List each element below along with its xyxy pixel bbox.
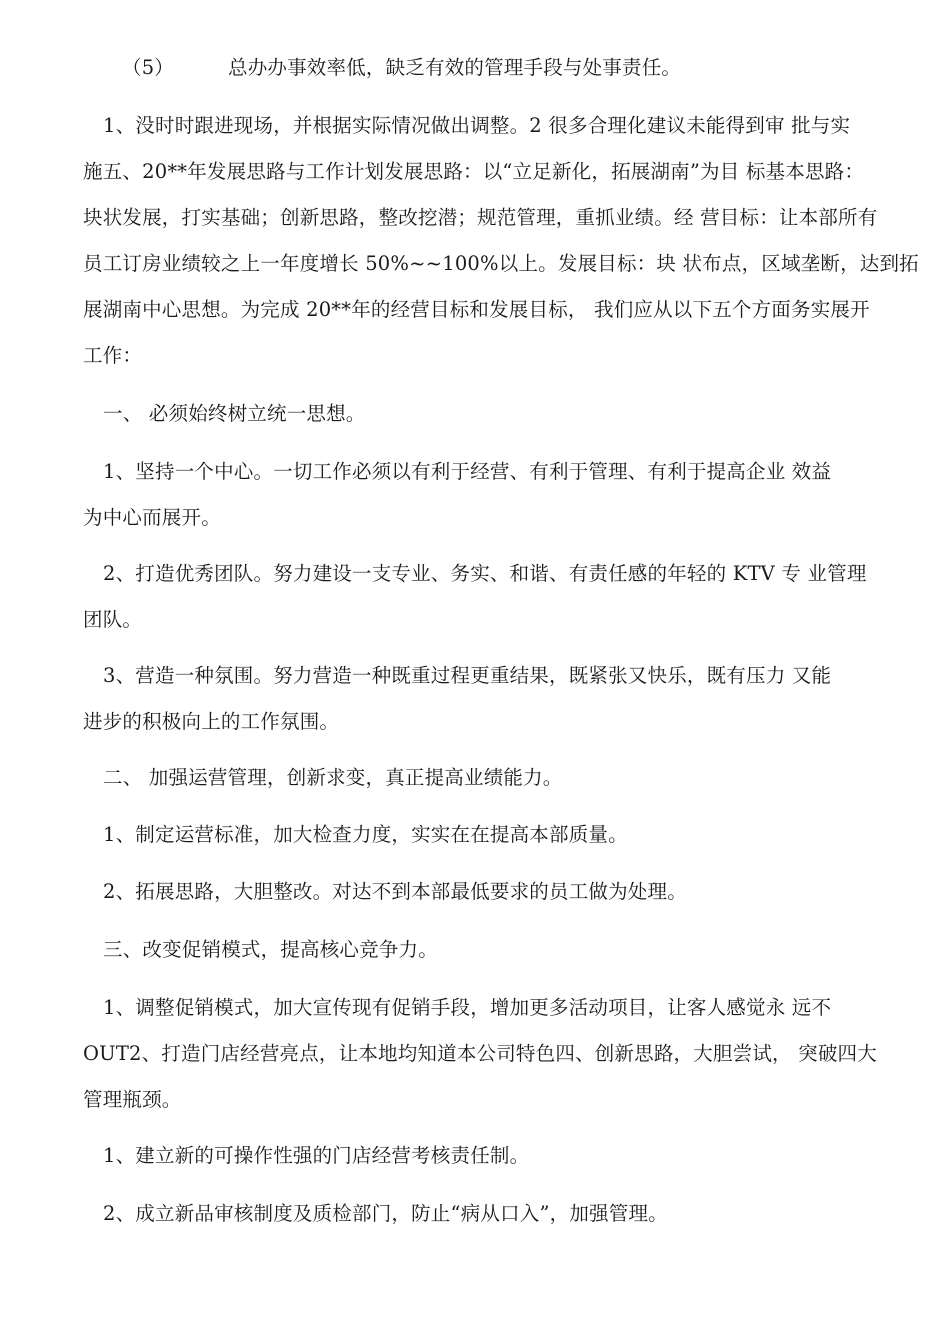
paragraph-line: 进步的积极向上的工作氛围。 [83, 710, 340, 733]
section-heading-2: 二、 加强运营管理，创新求变，真正提高业绩能力。 [103, 766, 563, 789]
paragraph-line: 3、营造一种氛围。努力营造一种既重过程更重结果，既紧张又快乐，既有压力 又能 [103, 664, 832, 687]
paragraph-line: 为中心而展开。 [83, 506, 221, 529]
paragraph-line: 1、坚持一个中心。一切工作必须以有利于经营、有利于管理、有利于提高企业 效益 [103, 460, 832, 483]
paragraph-line: OUT2、打造门店经营亮点，让本地均知道本公司特色四、创新思路，大胆尝试， 突破四大 [83, 1042, 877, 1065]
paragraph-line: 团队。 [83, 608, 143, 631]
heading-5-number: （5） [122, 56, 175, 79]
paragraph-line: 1、制定运营标准，加大检查力度，实实在在提高本部质量。 [103, 823, 628, 846]
paragraph-line: 管理瓶颈。 [83, 1088, 182, 1111]
paragraph-line: 员工订房业绩较之上一年度增长 50%~~100%以上。发展目标：块 状布点，区域垄断，达到拓 [83, 252, 919, 275]
paragraph-line: 施五、20**年发展思路与工作计划发展思路：以“立足新化，拓展湖南”为目 标基本思路： [83, 160, 865, 183]
heading-5-text: 总办办事效率低，缺乏有效的管理手段与处事责任。 [228, 56, 682, 79]
paragraph-line: 展湖南中心思想。为完成 20**年的经营目标和发展目标， 我们应从以下五个方面务实展开 [83, 298, 870, 321]
paragraph-line: 1、建立新的可操作性强的门店经营考核责任制。 [103, 1144, 530, 1167]
paragraph-line: 2、打造优秀团队。努力建设一支专业、务实、和谐、有责任感的年轻的 KTV 专 业管理 [103, 562, 867, 585]
section-heading-3: 三、改变促销模式，提高核心竞争力。 [103, 938, 438, 961]
section-heading-1: 一、 必须始终树立统一思想。 [103, 402, 366, 425]
paragraph-line: 工作： [83, 344, 143, 367]
paragraph-line: 1、没时时跟进现场，并根据实际情况做出调整。2 很多合理化建议未能得到审 批与实 [103, 114, 851, 137]
paragraph-line: 2、成立新品审核制度及质检部门，防止“病从口入”，加强管理。 [103, 1202, 668, 1225]
paragraph-line: 块状发展，打实基础；创新思路，整改挖潜；规范管理，重抓业绩。经 营目标：让本部所有 [83, 206, 878, 229]
paragraph-line: 2、拓展思路，大胆整改。对达不到本部最低要求的员工做为处理。 [103, 880, 687, 903]
paragraph-line: 1、调整促销模式，加大宣传现有促销手段，增加更多活动项目，让客人感觉永 远不 [103, 996, 832, 1019]
